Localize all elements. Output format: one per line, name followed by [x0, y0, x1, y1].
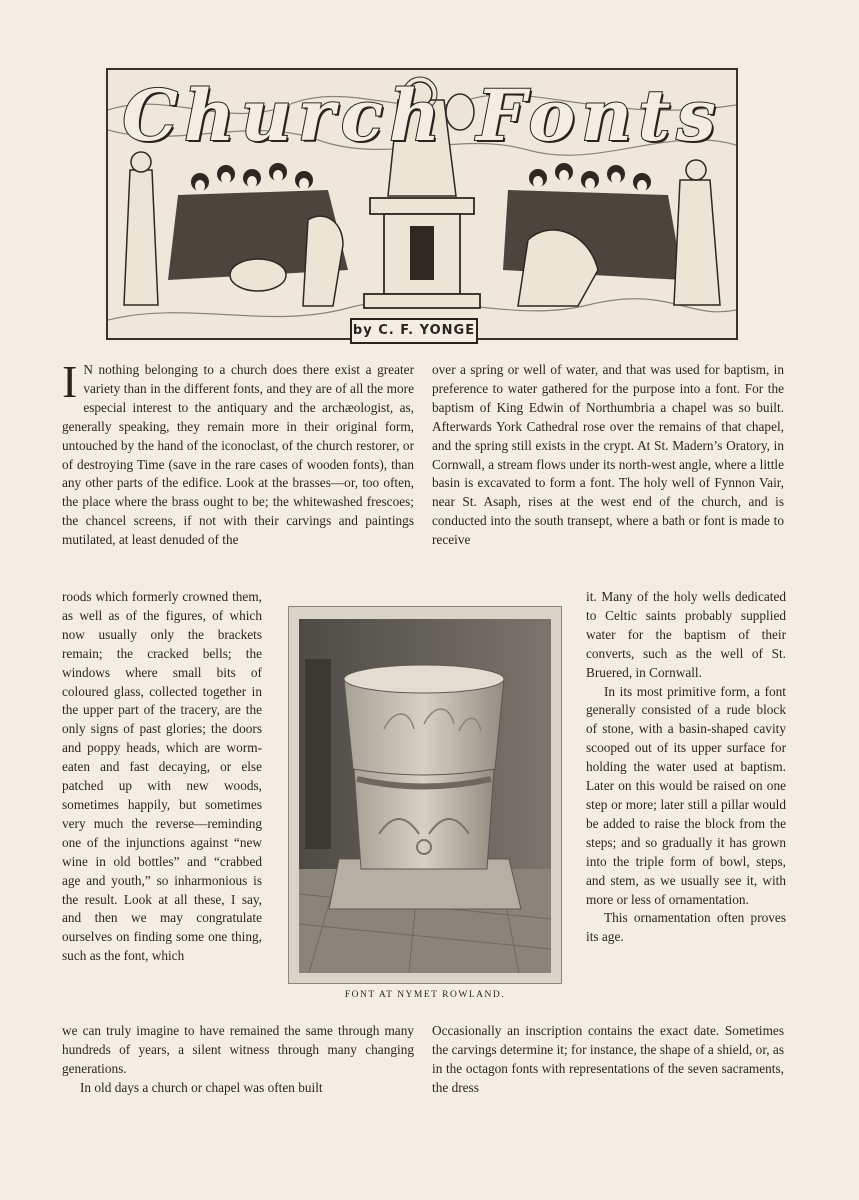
paragraph-1-end: we can truly imagine to have remained the same through many hundreds of years, a silent witness through many changing generations.	[62, 1023, 414, 1076]
right-column-narrow	[586, 588, 786, 947]
paragraph-4-continued: Occasionally an inscription contains the exact date. Sometimes the carvings determine it; for instance, the shape of a shield, or, as in the octagon fonts with representations of the seven sacraments, the dress	[432, 1023, 784, 1095]
photo-caption: FONT AT NYMET ROWLAND.	[344, 990, 506, 1000]
stone-font-illustration	[299, 619, 551, 973]
header-banner	[106, 68, 738, 340]
right-column-bottom	[432, 1022, 784, 1098]
paragraph-2-end: it. Many of the holy wells dedicated to Celtic saints probably supplied water for the baptism of their converts, such as the well of St. Bruered, in Cornwall.	[586, 589, 786, 680]
right-column-top	[432, 361, 784, 550]
left-column-narrow	[62, 588, 262, 966]
font-photograph	[288, 606, 562, 984]
paragraph-2-continued: over a spring or well of water, and that was used for baptism, in preference to water gathered for the purpose into a font. For the baptism of King Edwin of Northumbria a chapel was so built. Afterwards York Cathedral rose over the remains of that chapel, and the spring still exists in the crypt. At St. Madern’s Oratory, in Cornwall, a stream flows under its north-west angle, where a little basin is excavated to form a font. The holy well of Fynnon Vair, near St. Asaph, rises at the west end of the church, and is conducted into the south transept, where a bath or font is made to receive	[432, 362, 784, 548]
byline: by C. F. YONGE	[350, 318, 478, 344]
left-column-bottom	[62, 1022, 414, 1098]
drop-cap: I	[62, 356, 78, 407]
paragraph-4-start: This ornamentation often proves its age.	[586, 910, 786, 945]
paragraph-1-start: N nothing belonging to a church does there exist a greater variety than in the different fonts, and they are of all the more especial interest to the antiquary and the archæologist, as, generally speaking, they remain more in their original form, untouched by the hand of the iconoclast, of the church restorer, or of destroying Time (save in the rare cases of wooden fonts), than any other parts of the edifice. Look at the brasses—or, too often, the place where the brass ought to be; the whitewashed frescoes; the chancel screens, if not with their carvings and paintings mutilated, at least denuded of the	[62, 362, 414, 548]
paragraph-2-start: In old days a church or chapel was often built	[80, 1079, 323, 1095]
left-column-top	[62, 356, 414, 550]
paragraph-3: In its most primitive form, a font generally consisted of a rude block of stone, with a basin-shaped cavity scooped out of its upper surface for holding the water used at baptism. Later on this would be raised on one step or more; later still a pillar would be added to raise the block from the steps; and so gradually it has grown into the triple form of bowl, steps, and stem, as we usually see it, with more or less of ornamentation.	[586, 683, 786, 907]
paragraph-1-middle: roods which formerly crowned them, as well as of the figures, of which now usually only the brackets remain; the cracked bells; the windows where small bits of coloured glass, collected together in the upper part of the tracery, are the only signs of past glories; the doors and poppy heads, which are worm-eaten and fast decaying, or else patched up with new woods, sometimes happily, but sometimes very much the reverse—reminding one of the injunctions against “new wine in old bottles” and “crabbed age and youth,” so inharmonious is the result. Look at all these, I say, and then we may congratulate ourselves on finding some one thing, such as the font, which	[62, 589, 262, 964]
article-title: Church Fonts	[122, 74, 722, 157]
photo-image	[299, 619, 551, 973]
